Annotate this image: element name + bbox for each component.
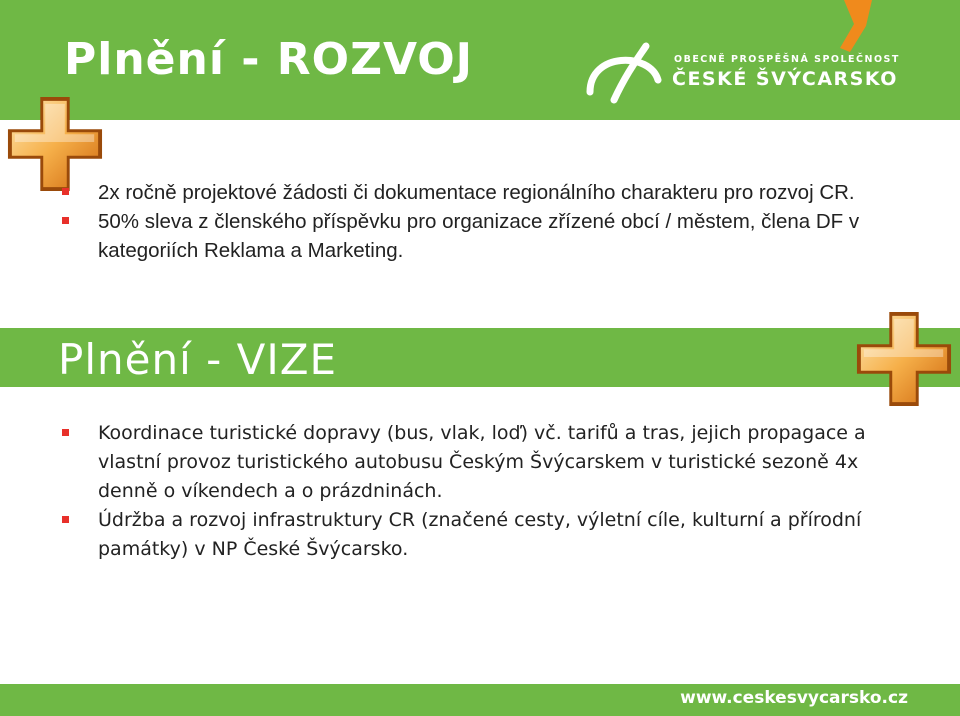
footer-url: www.ceskesvycarsko.cz <box>680 688 908 708</box>
list-item <box>62 419 922 506</box>
list-item-text: Údržba a rozvoj infrastruktury CR (značené cesty, výletní cíle, kulturní a přírodní památky) v NP České Švýcarsko. <box>98 509 862 560</box>
vize-list <box>62 419 922 564</box>
list-item-text: Koordinace turistické dopravy (bus, vlak, loď) vč. tarifů a tras, jejich propagace a vlastní provoz turistického autobusu Českým Švýcarskem v turistické sezoně 4x denně o víkendech a o prázdninách. <box>98 422 866 502</box>
arch-logo-icon <box>590 46 658 100</box>
bullet-icon <box>62 429 69 436</box>
list-item-text: 2x ročně projektové žádosti či dokumentace regionálního charakteru pro rozvoj CR. <box>98 181 855 204</box>
bullet-icon <box>62 516 69 523</box>
plus-cross-icon <box>855 310 953 408</box>
organization-logo <box>580 22 880 112</box>
bullet-icon <box>62 217 69 224</box>
rozvoj-list <box>62 178 902 265</box>
list-item-text: 50% sleva z členského příspěvku pro organizace zřízené obcí / městem, člena DF v kategoriích Reklama a Marketing. <box>98 210 860 262</box>
list-item <box>62 506 922 564</box>
page-title: Plnění - ROZVOJ <box>64 34 474 85</box>
section-title: Plnění - VIZE <box>58 335 338 384</box>
logo-subtitle: OBECNĚ PROSPĚŠNÁ SPOLEČNOST <box>674 54 900 65</box>
list-item <box>62 207 902 265</box>
list-item <box>62 178 902 207</box>
logo-name: ČESKÉ ŠVÝCARSKO <box>672 68 898 90</box>
bullet-icon <box>62 188 69 195</box>
